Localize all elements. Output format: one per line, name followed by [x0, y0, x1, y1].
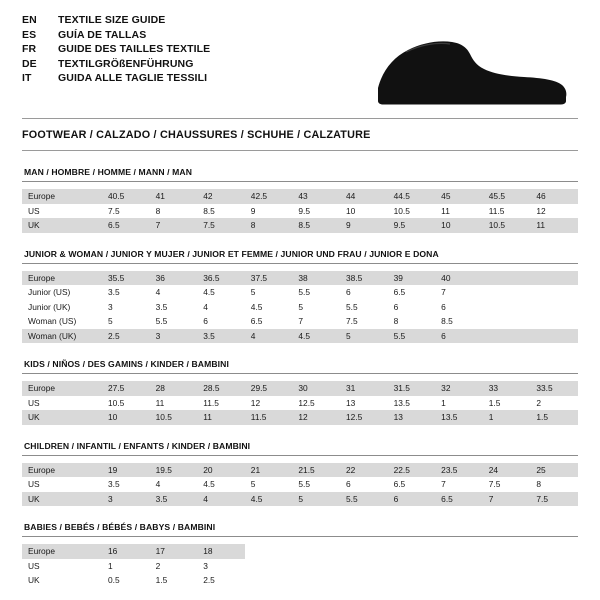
table-row [22, 559, 578, 574]
size-group-babies [22, 522, 578, 588]
size-cell-empty [388, 573, 436, 588]
size-cell: 28.5 [197, 381, 245, 396]
size-cell-empty [483, 559, 531, 574]
size-group-children [22, 441, 578, 507]
language-code: FR [22, 43, 37, 55]
size-cell: 1 [435, 396, 483, 411]
table-row [22, 271, 578, 286]
size-cell-empty [245, 559, 293, 574]
size-cell: 1.5 [483, 396, 531, 411]
table-row [22, 544, 578, 559]
language-code: DE [22, 57, 37, 70]
size-table-body [22, 544, 578, 588]
table-row [22, 285, 578, 300]
dress-shoe-icon [372, 32, 568, 110]
size-cell: 44.5 [388, 189, 436, 204]
size-cell: 27.5 [102, 381, 150, 396]
size-cell-empty [435, 544, 483, 559]
size-cell: 8.5 [292, 218, 340, 233]
size-cell: 5 [102, 314, 150, 329]
size-cell: 46 [530, 189, 578, 204]
size-cell: 6 [435, 300, 483, 315]
size-cell: 11.5 [245, 410, 293, 425]
size-cell: 42.5 [245, 189, 293, 204]
size-cell: 13 [340, 396, 388, 411]
row-label: US [22, 396, 102, 411]
size-cell: 1 [102, 559, 150, 574]
language-code: ES [22, 28, 37, 41]
size-cell: 6.5 [388, 477, 436, 492]
size-cell: 11.5 [197, 396, 245, 411]
table-row [22, 300, 578, 315]
size-cell: 32 [435, 381, 483, 396]
language-row [22, 14, 210, 29]
size-cell: 10.5 [388, 204, 436, 219]
row-label: Europe [22, 381, 102, 396]
size-cell: 6.5 [435, 492, 483, 507]
size-cell: 22.5 [388, 463, 436, 478]
language-title: GUÍA DE TALLAS [58, 28, 147, 41]
size-cell: 3.5 [197, 329, 245, 344]
table-row [22, 477, 578, 492]
size-cell: 29.5 [245, 381, 293, 396]
size-cell: 8.5 [197, 204, 245, 219]
table-row [22, 314, 578, 329]
size-cell: 5.5 [292, 477, 340, 492]
table-row [22, 573, 578, 588]
size-cell: 9 [340, 218, 388, 233]
size-table-body [22, 271, 578, 344]
size-cell: 36 [150, 271, 198, 286]
size-cell-empty [483, 271, 531, 286]
row-label: UK [22, 573, 102, 588]
size-cell: 10 [340, 204, 388, 219]
size-cell: 4.5 [292, 329, 340, 344]
size-cell: 11 [435, 204, 483, 219]
table-row [22, 329, 578, 344]
size-cell: 2 [530, 396, 578, 411]
size-cell-empty [530, 271, 578, 286]
row-label: US [22, 559, 102, 574]
language-row [22, 58, 210, 73]
group-heading: CHILDREN / INFANTIL / ENFANTS / KINDER / BAMBINI [24, 440, 251, 451]
size-group-kids [22, 359, 578, 425]
size-cell-empty [340, 573, 388, 588]
size-cell-empty [245, 573, 293, 588]
size-cell: 10.5 [102, 396, 150, 411]
size-cell-empty [340, 544, 388, 559]
row-label: Woman (US) [22, 314, 102, 329]
size-cell: 3 [102, 300, 150, 315]
size-cell: 10.5 [150, 410, 198, 425]
size-group-junior-woman [22, 249, 578, 344]
size-cell: 3 [102, 492, 150, 507]
size-cell: 6.5 [102, 218, 150, 233]
row-label: US [22, 477, 102, 492]
size-cell: 12 [292, 410, 340, 425]
size-cell-empty [292, 573, 340, 588]
size-cell: 33 [483, 381, 531, 396]
group-heading: KIDS / NIÑOS / DES GAMINS / KINDER / BAMBINI [24, 359, 229, 369]
size-cell: 2 [150, 559, 198, 574]
size-cell: 4.5 [245, 300, 293, 315]
size-cell-empty [483, 573, 531, 588]
size-cell: 8 [245, 218, 293, 233]
size-cell: 2.5 [102, 329, 150, 344]
page-title: FOOTWEAR / CALZADO / CHAUSSURES / SCHUHE / CALZATURE [22, 129, 371, 141]
size-table-body [22, 381, 578, 425]
size-cell-empty [530, 285, 578, 300]
size-cell: 12.5 [340, 410, 388, 425]
size-cell-empty [483, 300, 531, 315]
size-cell-empty [530, 300, 578, 315]
size-cell: 11 [530, 218, 578, 233]
size-group-man [22, 167, 578, 233]
size-cell: 4 [150, 285, 198, 300]
group-divider [22, 373, 578, 374]
size-cell: 4 [197, 300, 245, 315]
size-cell: 7.5 [530, 492, 578, 507]
size-cell-empty [292, 544, 340, 559]
size-cell: 1 [483, 410, 531, 425]
size-cell: 25 [530, 463, 578, 478]
language-title-list-body [22, 14, 210, 87]
group-divider [22, 181, 578, 182]
size-cell: 5 [245, 285, 293, 300]
language-row [22, 29, 210, 44]
size-cell: 5.5 [292, 285, 340, 300]
size-cell: 3 [150, 329, 198, 344]
size-cell: 4 [150, 477, 198, 492]
size-cell: 6 [340, 477, 388, 492]
size-cell: 10 [435, 218, 483, 233]
size-cell: 7 [292, 314, 340, 329]
size-cell: 5 [245, 477, 293, 492]
size-cell: 5 [340, 329, 388, 344]
size-cell: 13.5 [435, 410, 483, 425]
size-cell: 38 [292, 271, 340, 286]
size-cell: 41 [150, 189, 198, 204]
language-title: TEXTILGRÖßENFÜHRUNG [58, 57, 194, 70]
size-cell: 37.5 [245, 271, 293, 286]
size-cell: 5 [292, 492, 340, 507]
size-cell: 4.5 [245, 492, 293, 507]
size-cell: 19.5 [150, 463, 198, 478]
row-label: UK [22, 410, 102, 425]
size-cell: 5 [292, 300, 340, 315]
size-cell: 18 [197, 544, 245, 559]
row-label: Europe [22, 189, 102, 204]
size-cell: 7 [483, 492, 531, 507]
size-cell: 0.5 [102, 573, 150, 588]
size-cell-empty [483, 329, 531, 344]
size-cell: 24 [483, 463, 531, 478]
size-cell: 45 [435, 189, 483, 204]
header-divider [22, 118, 578, 119]
size-cell: 6 [388, 300, 436, 315]
title-divider [22, 150, 578, 151]
size-cell: 7.5 [340, 314, 388, 329]
size-cell-empty [435, 559, 483, 574]
group-heading: MAN / HOMBRE / HOMME / MANN / MAN [24, 167, 193, 177]
group-divider [22, 263, 578, 264]
size-cell: 7.5 [102, 204, 150, 219]
size-cell: 21 [245, 463, 293, 478]
size-cell: 5.5 [340, 300, 388, 315]
size-cell: 7 [435, 477, 483, 492]
size-cell: 16 [102, 544, 150, 559]
size-cell: 40.5 [102, 189, 150, 204]
size-cell: 17 [150, 544, 198, 559]
size-cell: 5.5 [388, 329, 436, 344]
size-cell: 11 [150, 396, 198, 411]
language-code: IT [22, 72, 32, 84]
group-heading: JUNIOR & WOMAN / JUNIOR Y MUJER / JUNIOR ET FEMME / JUNIOR UND FRAU / JUNIOR E DONA [24, 248, 439, 259]
size-cell: 23.5 [435, 463, 483, 478]
group-heading: BABIES / BEBÉS / BÉBÉS / BABYS / BAMBINI [24, 522, 216, 532]
size-cell: 42 [197, 189, 245, 204]
language-code: EN [22, 14, 37, 26]
size-cell: 6 [435, 329, 483, 344]
row-label: Europe [22, 544, 102, 559]
row-label: Europe [22, 463, 102, 478]
size-cell: 12.5 [292, 396, 340, 411]
size-cell: 4.5 [197, 285, 245, 300]
group-divider [22, 455, 578, 456]
size-cell: 6 [388, 492, 436, 507]
size-cell: 3.5 [102, 285, 150, 300]
size-cell-empty [245, 544, 293, 559]
size-cell: 39 [388, 271, 436, 286]
language-row [22, 43, 210, 58]
size-cell-empty [483, 544, 531, 559]
size-cell: 8.5 [435, 314, 483, 329]
row-label: UK [22, 492, 102, 507]
row-label: Junior (US) [22, 285, 102, 300]
size-cell-empty [340, 559, 388, 574]
size-cell: 43 [292, 189, 340, 204]
size-cell: 13.5 [388, 396, 436, 411]
table-row [22, 410, 578, 425]
row-label: US [22, 204, 102, 219]
size-cell: 3.5 [150, 300, 198, 315]
size-cell: 10 [102, 410, 150, 425]
size-cell: 4 [245, 329, 293, 344]
size-cell: 6.5 [245, 314, 293, 329]
size-cell: 6.5 [388, 285, 436, 300]
size-cell: 7.5 [483, 477, 531, 492]
row-label: Junior (UK) [22, 300, 102, 315]
row-label: Europe [22, 271, 102, 286]
size-cell: 3.5 [102, 477, 150, 492]
size-cell-empty [483, 285, 531, 300]
size-cell: 8 [388, 314, 436, 329]
size-cell: 31 [340, 381, 388, 396]
size-table-body [22, 463, 578, 507]
size-cell-empty [530, 559, 578, 574]
size-table-body [22, 189, 578, 233]
size-cell: 22 [340, 463, 388, 478]
size-cell: 1.5 [530, 410, 578, 425]
table-row [22, 204, 578, 219]
size-cell: 11 [197, 410, 245, 425]
size-cell: 28 [150, 381, 198, 396]
size-cell: 9 [245, 204, 293, 219]
language-title-list [22, 14, 210, 87]
size-cell: 38.5 [340, 271, 388, 286]
size-cell: 7 [435, 285, 483, 300]
table-row [22, 463, 578, 478]
language-title: GUIDA ALLE TAGLIE TESSILI [58, 72, 208, 84]
size-cell: 20 [197, 463, 245, 478]
size-cell: 9.5 [388, 218, 436, 233]
size-cell: 9.5 [292, 204, 340, 219]
size-cell-empty [530, 314, 578, 329]
size-cell-empty [388, 544, 436, 559]
size-cell: 5.5 [150, 314, 198, 329]
size-cell: 40 [435, 271, 483, 286]
size-cell: 6 [197, 314, 245, 329]
language-title: GUIDE DES TAILLES TEXTILE [58, 43, 211, 55]
table-row [22, 492, 578, 507]
size-cell: 35.5 [102, 271, 150, 286]
size-cell: 12 [530, 204, 578, 219]
size-table-man [22, 189, 578, 233]
size-cell: 5.5 [340, 492, 388, 507]
size-cell: 1.5 [150, 573, 198, 588]
size-cell: 4.5 [197, 477, 245, 492]
size-cell-empty [530, 329, 578, 344]
size-cell: 6 [340, 285, 388, 300]
table-row [22, 396, 578, 411]
document-header [22, 14, 578, 118]
row-label: UK [22, 218, 102, 233]
size-cell: 33.5 [530, 381, 578, 396]
size-cell-empty [530, 573, 578, 588]
size-cell-empty [435, 573, 483, 588]
size-table-kids [22, 381, 578, 425]
size-cell: 11.5 [483, 204, 531, 219]
table-row [22, 189, 578, 204]
size-cell-empty [388, 559, 436, 574]
size-cell-empty [530, 544, 578, 559]
size-cell: 4 [197, 492, 245, 507]
size-cell: 3 [197, 559, 245, 574]
size-cell: 19 [102, 463, 150, 478]
size-cell-empty [483, 314, 531, 329]
size-cell: 7 [150, 218, 198, 233]
language-row [22, 72, 210, 87]
row-label: Woman (UK) [22, 329, 102, 344]
size-cell: 3.5 [150, 492, 198, 507]
size-cell-empty [292, 559, 340, 574]
size-cell: 45.5 [483, 189, 531, 204]
size-cell: 13 [388, 410, 436, 425]
size-cell: 21.5 [292, 463, 340, 478]
size-table-babies [22, 544, 578, 588]
language-title: TEXTILE SIZE GUIDE [58, 14, 166, 26]
size-cell: 44 [340, 189, 388, 204]
size-cell: 12 [245, 396, 293, 411]
size-table-children [22, 463, 578, 507]
size-cell: 8 [150, 204, 198, 219]
table-row [22, 218, 578, 233]
size-cell: 36.5 [197, 271, 245, 286]
group-divider [22, 536, 578, 537]
size-cell: 10.5 [483, 218, 531, 233]
size-cell: 30 [292, 381, 340, 396]
size-cell: 8 [530, 477, 578, 492]
size-cell: 31.5 [388, 381, 436, 396]
size-table-junior-woman [22, 271, 578, 344]
size-cell: 7.5 [197, 218, 245, 233]
table-row [22, 381, 578, 396]
size-cell: 2.5 [197, 573, 245, 588]
